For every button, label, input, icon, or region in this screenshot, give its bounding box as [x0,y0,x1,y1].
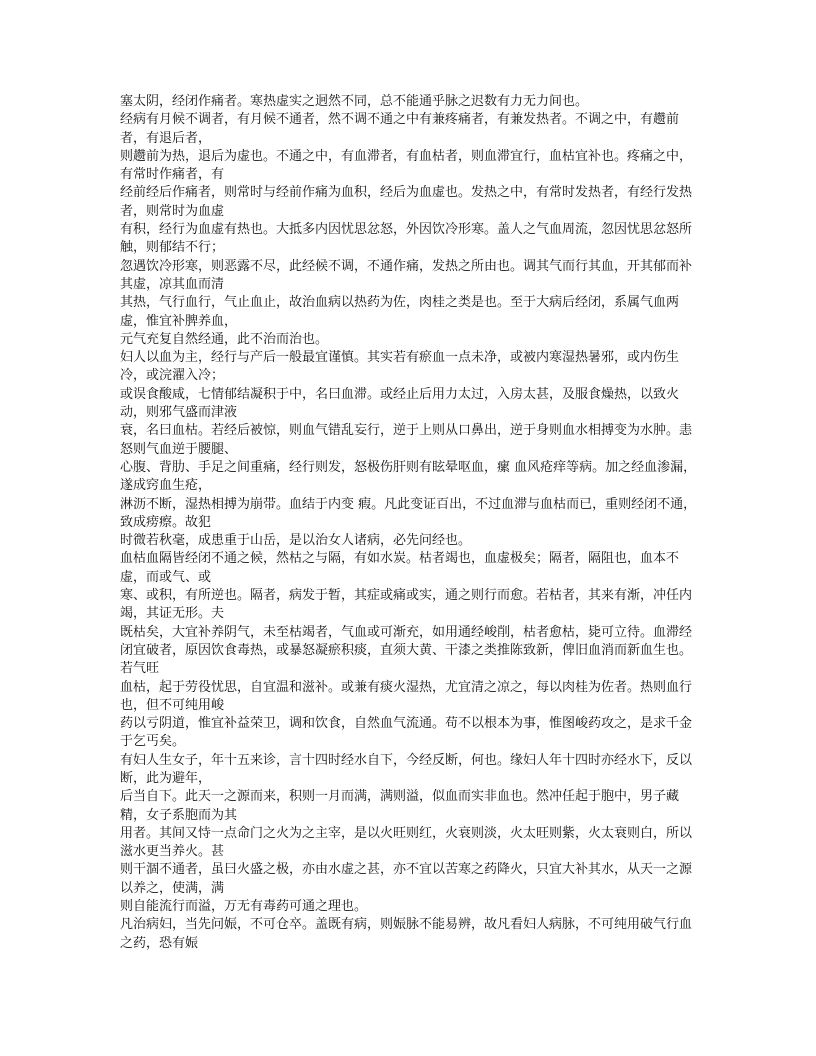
text-line-1: 塞太阴，经闭作痛者。寒热虚实之迥然不同，总不能通乎脉之迟数有力无力间也。 [120,94,589,109]
text-line-17: 既枯矣，大宜补养阴气，未至枯竭者，气血或可渐充，如用通经峻削，枯者愈枯，毙可立待。血滞经闭宜破者，原因饮食毒热，或暴怒凝瘀积痰，直须大黄、干漆之类推陈致新，俾旧血消而新血生也。若气旺 [120,624,693,677]
text-line-4: 经前经后作痛者，则常时与经前作痛为血积，经后为血虚也。发热之中，有常时发热者，有经行发热者，则常时为血虚 [120,185,693,219]
text-line-2: 经病有月候不调者，有月候不通者，然不调不通之中有兼疼痛者，有兼发热者。不调之中，有趱前者，有退后者， [120,112,680,146]
text-line-23: 则干涸不通者，虽曰火盛之极，亦由水虚之甚，亦不宜以苦寒之药降火，只宜大补其水，从天一之源以养之，使满，满 [120,862,693,896]
document-page [120,93,700,953]
text-line-10: 或误食酸咸，七情郁结凝积于中，名曰血滞。或经止后用力太过，入房太甚，及服食燥热，以致火动，则邪气盛而津液 [120,386,680,421]
text-line-13: 淋沥不断，湿热相搏为崩带。血结于内变 瘕。凡此变证百出，不过血滞与血枯而已，重则经闭不通，致成痨瘵。故犯 [120,496,697,530]
text-line-8: 元气充复自然经通，此不治而治也。 [120,331,329,347]
text-line-9: 妇人以血为主，经行与产后一般最宜谨慎。其实若有瘀血一点未净，或被内寒湿热暑邪，或内伤生冷，或浣濯入冷； [120,350,680,384]
text-line-5: 有积，经行为血虚有热也。大抵多内因忧思忿怒，外因饮冷形寒。盖人之气血周流，忽因忧思忿怒所触，则郁结不行； [120,222,693,256]
text-line-20: 有妇人生女子，年十五来诊，言十四时经水自下，今经反断，何也。缘妇人年十四时亦经水下，反以断，此为避年， [120,752,693,786]
text-line-19: 药以亏阴道，惟宜补益荣卫，调和饮食，自然血气流通。苟不以根本为事，惟图峻药攻之，是求千金于乞丐矣。 [120,716,693,750]
text-line-25: 凡治病妇，当先问娠，不可仓卒。盖既有病，则娠脉不能易辨，故凡看妇人病脉，不可纯用破气行血之药，恐有娠 [120,917,693,951]
text-line-24: 则自能流行而溢，万无有毒药可通之理也。 [120,899,368,915]
text-line-3: 则趱前为热，退后为虚也。不通之中，有血滞者，有血枯者，则血滞宜行，血枯宜补也。疼痛之中，有常时作痛者，有 [120,148,693,183]
text-line-14: 时微若秋毫，成患重于山岳，是以治女人诸病，必先问经也。 [120,533,472,549]
text-line-18: 血枯，起于劳役忧思，自宜温和滋补。或兼有痰火湿热，尤宜清之凉之，每以肉桂为佐者。热则血行也，但不可纯用峻 [120,679,693,713]
text-line-6: 忽遇饮冷形寒，则恶露不尽，此经候不调，不通作痛，发热之所由也。调其气而行其血，开其郁而补其虚，凉其血而清 [120,258,693,292]
text-line-22: 用者。其间又恃一点命门之火为之主宰，是以火旺则红，火衰则淡，火太旺则紫，火太衰则白，所以滋水更当养火。甚 [120,825,693,860]
text-line-21: 后当自下。此天一之源而来，积则一月而满，满则溢，似血而实非血也。然冲任起于胞中，男子藏精，女子系胞而为其 [120,789,680,823]
text-line-16: 寒、或积，有所逆也。隔者，病发于暂，其症或痛或实，通之则行而愈。若枯者，其来有渐，冲任内竭，其证无形。夫 [120,588,693,622]
text-line-12: 心腹、背肋、手足之间重痛，经行则发，怒极伤肝则有眩晕呕血，瘰 血风疮痒等病。加之经血渗漏，遂成窍血生疮， [120,459,697,494]
text-line-15: 血枯血隔皆经闭不通之候，然枯之与隔，有如水炭。枯者竭也，血虚极矣；隔者，隔阻也，血本不虚，而或气、或 [120,551,680,585]
text-line-11: 衰，名曰血枯。若经后被惊，则血气错乱妄行，逆于上则从口鼻出，逆于身则血水相搏变为水肿。恚怒则气血逆于腰腿、 [120,423,693,457]
text-line-7: 其热，气行血行，气止血止，故治血病以热药为佐，肉桂之类是也。至于大病后经闭，系属气血两虚，惟宜补脾养血， [120,295,680,329]
